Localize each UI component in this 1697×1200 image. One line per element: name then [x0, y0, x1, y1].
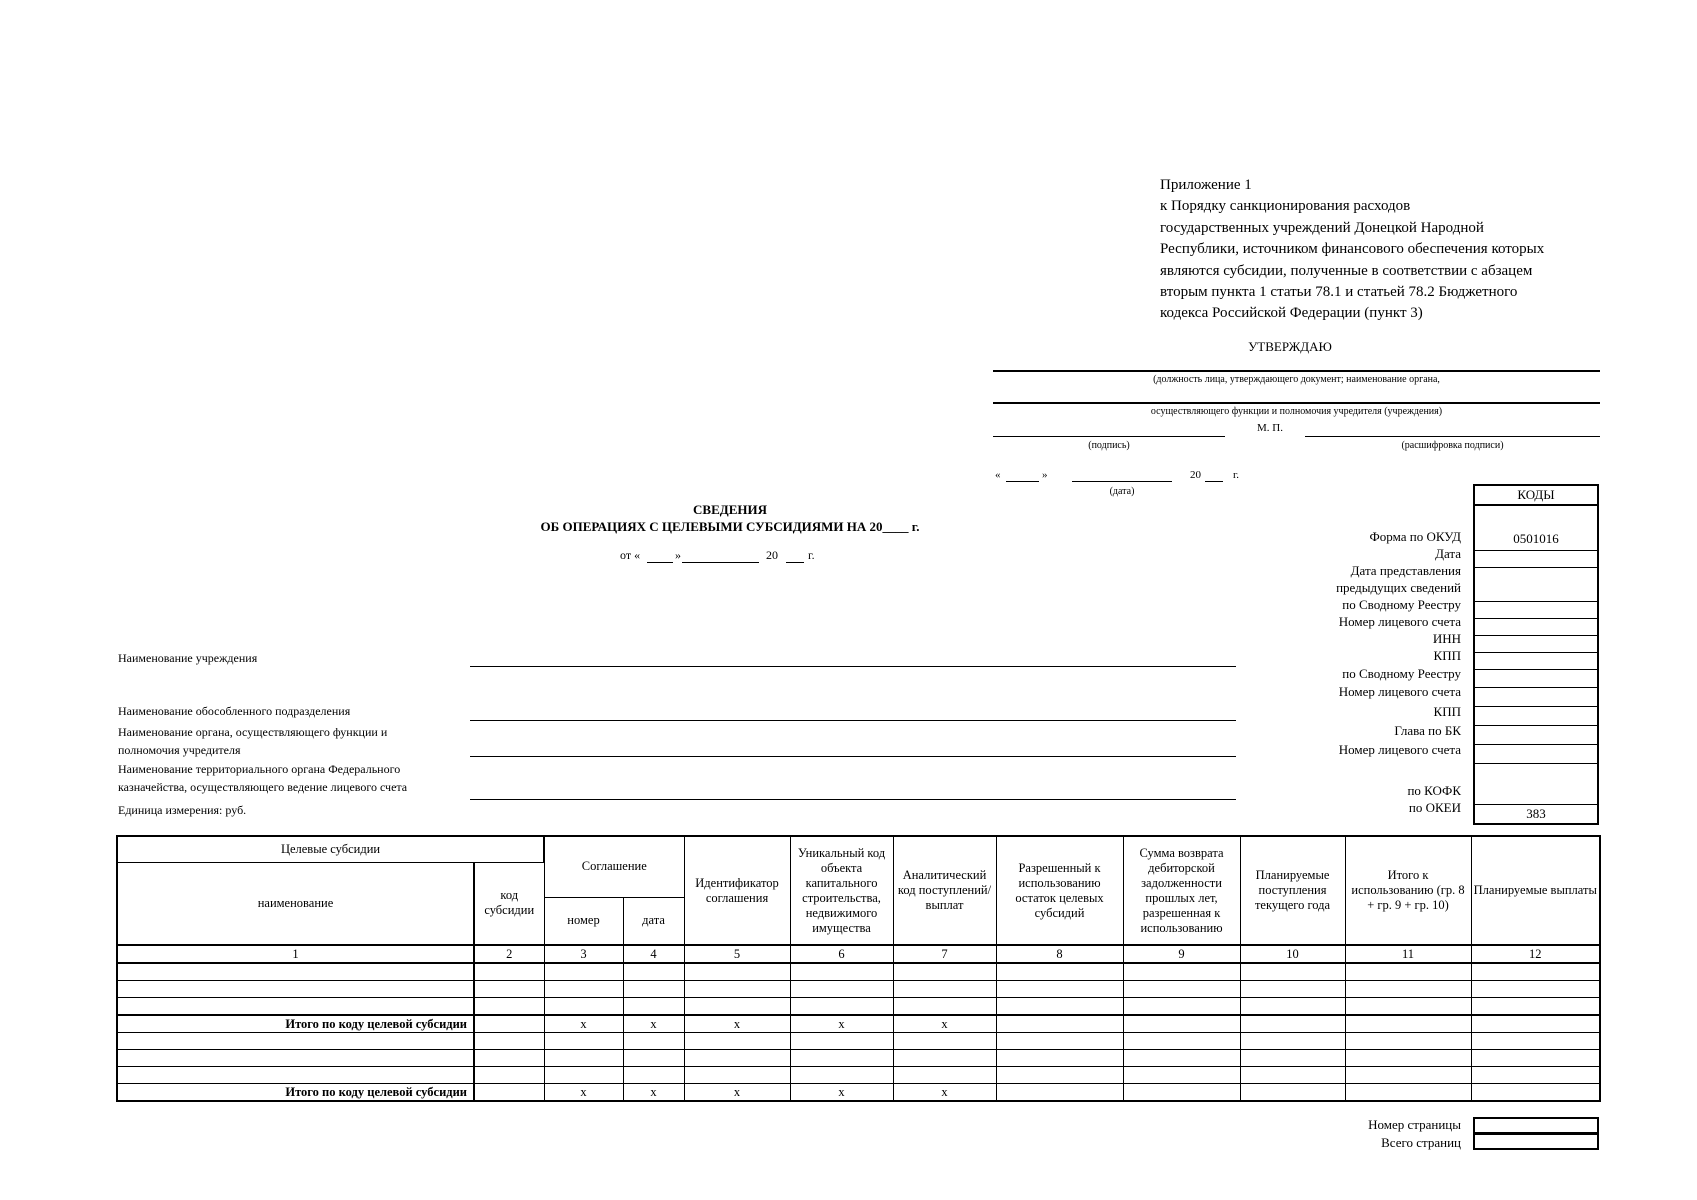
signature-decoding-line[interactable]	[1305, 436, 1600, 437]
label-unit: Единица измерения: руб.	[118, 803, 247, 817]
annex-line: являются субсидии, полученные в соответствии с абзацем	[1160, 262, 1533, 279]
annex-line: Приложение 1	[1160, 177, 1252, 193]
code-label-registry-2: по Сводному Реестру	[1342, 666, 1461, 681]
code-registry-1[interactable]	[1475, 602, 1597, 619]
table-row[interactable]	[117, 1050, 1600, 1067]
header-allowed-balance: Разрешенный к использованию остаток целевых субсидий	[996, 836, 1123, 945]
header-analytic-code: Аналитический код поступлений/ выплат	[893, 836, 996, 945]
code-registry-2[interactable]	[1475, 670, 1597, 688]
doc-month-line[interactable]	[682, 562, 759, 563]
doc-date-year: 20	[766, 548, 778, 562]
doc-title-line1: СВЕДЕНИЯ	[693, 502, 767, 517]
code-label-prev-date-1: Дата представления	[1350, 563, 1461, 578]
doc-date-suffix: г.	[808, 548, 815, 562]
label-treasury	[118, 762, 407, 795]
code-kofk[interactable]	[1475, 764, 1597, 805]
signature-caption: (подпись)	[1088, 440, 1130, 451]
annex-line: Республики, источником финансового обеспечения которых	[1160, 241, 1545, 258]
code-inn[interactable]	[1475, 636, 1597, 653]
code-account-1[interactable]	[1475, 619, 1597, 636]
col-number: 6	[790, 945, 893, 963]
code-account-3[interactable]	[1475, 745, 1597, 764]
total-label: Итого по коду целевой субсидии	[117, 1084, 474, 1102]
col-number: 3	[544, 945, 623, 963]
header-number: номер	[544, 897, 623, 945]
approve-month-line[interactable]	[1072, 481, 1172, 482]
code-okud[interactable]: 0501016	[1475, 506, 1597, 551]
header-planned-income: Планируемые поступления текущего года	[1240, 836, 1345, 945]
annex-line: государственных учреждений Донецкой Народной	[1160, 219, 1484, 236]
label-founder-line2: полномочия учредителя	[118, 743, 241, 757]
header-date: дата	[623, 897, 684, 945]
label-founder-line1: Наименование органа, осуществляющего функции и	[118, 725, 388, 739]
x-mark: х	[893, 1084, 996, 1102]
label-page-number: Номер страницы	[1368, 1117, 1461, 1132]
codes-header: КОДЫ	[1475, 486, 1597, 506]
table-row[interactable]	[117, 1067, 1600, 1084]
code-label-registry-1: по Сводному Реестру	[1342, 597, 1461, 612]
label-institution: Наименование учреждения	[118, 651, 258, 665]
code-kpp-2[interactable]	[1475, 707, 1597, 726]
approve-position-caption: (должность лица, утверждающего документ; наименование органа,	[1153, 374, 1440, 385]
x-mark: х	[684, 1015, 790, 1033]
code-label-bk-head: Глава по БК	[1394, 723, 1461, 738]
stamp-label: М. П.	[1257, 422, 1283, 434]
subdivision-line[interactable]	[470, 720, 1236, 721]
doc-title	[470, 501, 990, 535]
header-unique-code: Уникальный код объекта капитального строительства, недвижимого имущества	[790, 836, 893, 945]
code-label-prev-date-2: предыдущих сведений	[1336, 580, 1461, 595]
code-prev-date[interactable]	[1475, 568, 1597, 602]
col-number: 11	[1345, 945, 1471, 963]
header-planned-payments: Планируемые выплаты	[1471, 836, 1600, 945]
institution-line[interactable]	[470, 666, 1236, 667]
header-subsidies: Целевые субсидии	[117, 836, 544, 862]
doc-date-prefix: от «	[620, 548, 641, 562]
x-mark: х	[544, 1084, 623, 1102]
total-pages-field[interactable]	[1473, 1133, 1599, 1150]
approve-title: УТВЕРЖДАЮ	[1248, 339, 1332, 354]
header-agreement: Соглашение	[544, 836, 684, 897]
table-total-row	[117, 1084, 1600, 1102]
table-row[interactable]	[117, 963, 1600, 981]
codes-box	[1473, 484, 1599, 825]
signature-line[interactable]	[993, 436, 1225, 437]
code-label-okei: по ОКЕИ	[1408, 800, 1461, 815]
approve-position-caption-2: осуществляющего функции и полномочия учредителя (учреждения)	[1150, 406, 1443, 417]
approve-date-caption: (дата)	[1109, 486, 1135, 497]
table-total-row	[117, 1015, 1600, 1033]
table-row[interactable]	[117, 981, 1600, 998]
code-kpp-1[interactable]	[1475, 653, 1597, 670]
approve-date-open-quote: «	[995, 469, 1001, 481]
label-treasury-line1: Наименование территориального органа Федерального	[118, 762, 401, 776]
page-number-field[interactable]	[1473, 1117, 1599, 1134]
doc-date-mid: »	[675, 548, 681, 562]
x-mark: х	[544, 1015, 623, 1033]
annex-line: к Порядку санкционирования расходов	[1160, 198, 1411, 215]
code-label-account-1: Номер лицевого счета	[1338, 614, 1461, 629]
label-founder	[118, 725, 387, 758]
col-number: 4	[623, 945, 684, 963]
code-bk-head[interactable]	[1475, 726, 1597, 745]
col-number: 2	[474, 945, 544, 963]
table-row[interactable]	[117, 998, 1600, 1016]
code-account-2[interactable]	[1475, 688, 1597, 707]
header-code: код субсидии	[474, 862, 544, 945]
code-label-kpp-2: КПП	[1433, 704, 1461, 719]
code-label-date: Дата	[1435, 546, 1461, 561]
x-mark: х	[790, 1015, 893, 1033]
col-number: 12	[1471, 945, 1600, 963]
doc-day-line[interactable]	[647, 562, 673, 563]
subsidies-table	[116, 835, 1601, 1102]
col-number: 10	[1240, 945, 1345, 963]
label-treasury-line2: казначейства, осуществляющего ведение лицевого счета	[118, 780, 408, 794]
code-label-account-2: Номер лицевого счета	[1338, 684, 1461, 699]
code-label-kpp-1: КПП	[1433, 648, 1461, 663]
founder-line[interactable]	[470, 756, 1236, 757]
label-subdivision: Наименование обособленного подразделения	[118, 704, 351, 718]
code-label-kofk: по КОФК	[1407, 783, 1461, 798]
doc-year-line[interactable]	[786, 562, 804, 563]
signature-decoding-caption: (расшифровка подписи)	[1401, 440, 1504, 451]
col-number: 9	[1123, 945, 1240, 963]
annex-line: кодекса Российской Федерации (пункт 3)	[1160, 305, 1423, 322]
header-refund: Сумма возврата дебиторской задолженности прошлых лет, разрешенная к использованию	[1123, 836, 1240, 945]
col-number: 5	[684, 945, 790, 963]
approve-position-line-2[interactable]	[993, 402, 1600, 404]
treasury-line[interactable]	[470, 799, 1236, 800]
approve-year-line[interactable]	[1205, 481, 1223, 482]
x-mark: х	[623, 1084, 684, 1102]
approve-day-line[interactable]	[1006, 481, 1039, 482]
approve-year-suffix: г.	[1233, 469, 1240, 481]
x-mark: х	[684, 1084, 790, 1102]
doc-title-line2: ОБ ОПЕРАЦИЯХ С ЦЕЛЕВЫМИ СУБСИДИЯМИ НА 20____ г.	[540, 519, 920, 534]
approve-position-line[interactable]	[993, 370, 1600, 372]
code-date[interactable]	[1475, 551, 1597, 568]
col-number: 1	[117, 945, 474, 963]
annex-line: вторым пункта 1 статьи 78.1 и статьей 78.2 Бюджетного	[1160, 284, 1518, 301]
total-label: Итого по коду целевой субсидии	[117, 1015, 474, 1033]
approve-date-close-quote: »	[1042, 469, 1048, 481]
header-name: наименование	[117, 862, 474, 945]
code-okei[interactable]: 383	[1526, 806, 1546, 821]
table-row[interactable]	[117, 1033, 1600, 1050]
x-mark: х	[893, 1015, 996, 1033]
label-total-pages: Всего страниц	[1381, 1135, 1461, 1150]
x-mark: х	[623, 1015, 684, 1033]
approve-year-prefix: 20	[1190, 469, 1201, 481]
code-label-account-3: Номер лицевого счета	[1338, 742, 1461, 757]
col-number: 7	[893, 945, 996, 963]
x-mark: х	[790, 1084, 893, 1102]
col-number: 8	[996, 945, 1123, 963]
annex-header	[1160, 175, 1610, 325]
header-agreement-id: Идентификатор соглашения	[684, 836, 790, 945]
header-total-use: Итого к использованию (гр. 8 + гр. 9 + гр. 10)	[1345, 836, 1471, 945]
code-label-inn: ИНН	[1432, 631, 1461, 646]
code-label-okud: Форма по ОКУД	[1369, 529, 1461, 544]
